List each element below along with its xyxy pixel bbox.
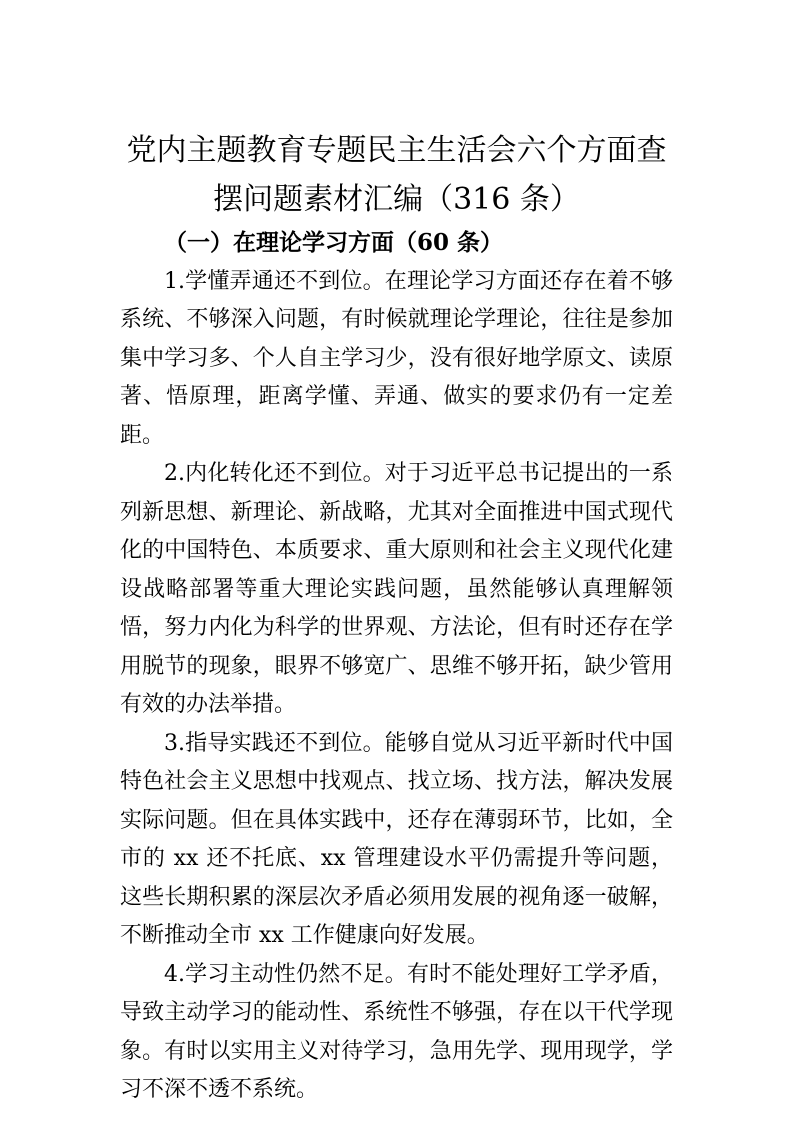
section-heading: （一）在理论学习方面（60 条） [164,229,504,256]
document-title [120,126,673,224]
paragraph-1: 1.学懂弄通还不到位。在理论学习方面还存在着不够系统、不够深入问题，有时候就理论学理论，往往是参加集中学习多、个人自主学习少，没有很好地学原文、读原著、悟原理，距离学懂、弄通、做实的要求仍有一定差距。 [120,268,673,448]
paragraph-2: 2.内化转化还不到位。对于习近平总书记提出的一系列新思想、新理论、新战略，尤其对全面推进中国式现代化的中国特色、本质要求、重大原则和社会主义现代化建设战略部署等重大理论实践问题，虽然能够认真理解领悟，努力内化为科学的世界观、方法论，但有时还存在学用脱节的现象，眼界不够宽广、思维不够开拓，缺少管用有效的办法举措。 [120,461,673,717]
paragraph-3: 3.指导实践还不到位。能够自觉从习近平新时代中国特色社会主义思想中找观点、找立场、找方法，解决发展实际问题。但在具体实践中，还存在薄弱环节，比如，全市的 xx 还不托底、xx 管理建设水平仍需提升等问题，这些长期积累的深层次矛盾必须用发展的视角逐一破解，不断推动全市 xx 工作健康向好发展。 [120,730,673,948]
paragraph-4: 4.学习主动性仍然不足。有时不能处理好工学矛盾，导致主动学习的能动性、系统性不够强，存在以干代学现象。有时以实用主义对待学习，急用先学、现用现学，学习不深不透不系统。 [120,961,673,1102]
document-title-line-2: 摆问题素材汇编（316 条） [213,182,580,217]
document-title-line-1: 党内主题教育专题民主生活会六个方面查 [126,133,667,168]
